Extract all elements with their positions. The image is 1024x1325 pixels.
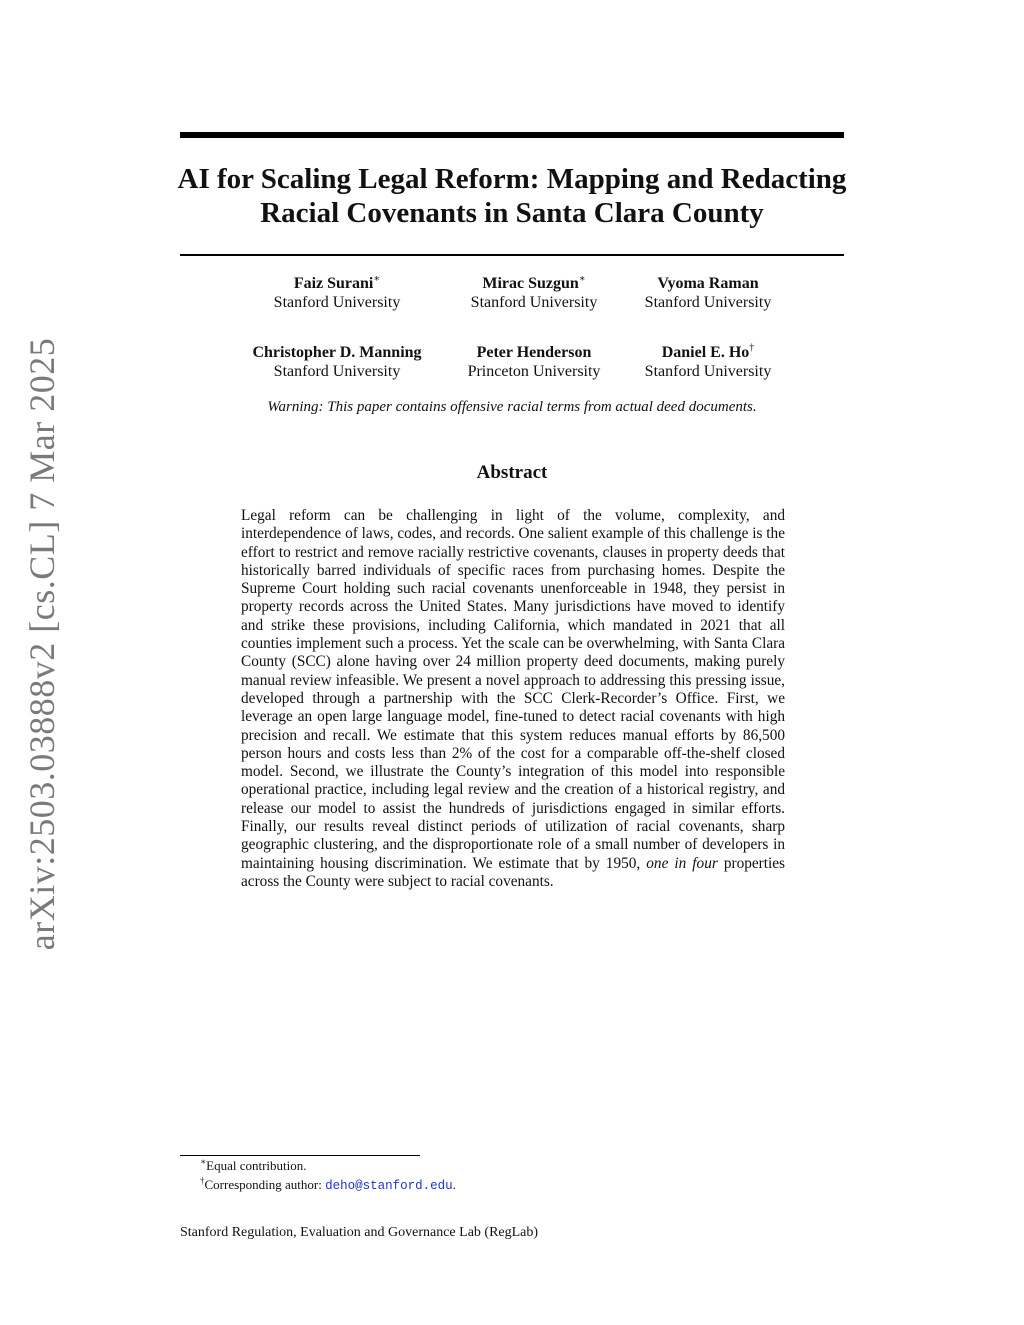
author-name: Faiz Surani: [293, 275, 374, 292]
corresponding-author-mark: †: [749, 342, 755, 354]
footnote-text: Corresponding author:: [204, 1177, 326, 1192]
footnote-mark: †: [200, 1175, 205, 1186]
abstract-text-part: Legal reform can be challenging in light of the volume, complexity, and interdependence of laws, codes, and records. One salient example of this challenge is the effort to restrict and remove racially restrictive covenants, clauses in property deeds that historically barred individuals of specific races from purchasing homes. Despite the Supreme Court holding such racial covenants unenforceable in 1948, they persist in property records across the United States. Many jurisdictions have moved to identify and strike these provisions, including California, which mandated in 2021 that all counties implement such a process. Yet the scale can be overwhelming, with Santa Clara County (SCC) alone having over 24 million property deed documents, making purely manual review infeasible. We present a novel approach to addressing this pressing issue, developed through a partnership with the SCC Clerk-Recorder’s Office. First, we leverage an open large language model, fine-tuned to detect racial covenants with high precision and recall. We estimate that this system reduces manual efforts by 86,500 person hours and costs less than 2% of the cost for a comparable off-the-shelf closed model. Second, we illustrate the County’s integration of this model into responsible operational practice, including legal review and the creation of a historical registry, and release our model to assist the hundreds of jurisdictions engaged in similar efforts. Finally, our results reveal distinct periods of utilization of racial covenants, sharp geographic clustering, and the disproportionate role of a small number of developers in maintaining housing discrimination. We estimate that by 1950,: [241, 507, 785, 872]
author-affiliation: Stanford University: [470, 294, 598, 311]
paper-title: [160, 162, 864, 230]
author-affiliation: Princeton University: [467, 363, 601, 380]
abstract-text: [241, 507, 785, 891]
author-block: [237, 343, 437, 381]
title-line-1: AI for Scaling Legal Reform: Mapping and Redacting: [177, 163, 847, 195]
author-name: Peter Henderson: [476, 344, 592, 361]
footnote-rule: [180, 1155, 420, 1156]
abstract-emphasis: one in four: [646, 854, 718, 872]
footnote-corresponding-author: [200, 1177, 456, 1194]
author-block: [608, 274, 808, 312]
email-link[interactable]: deho@stanford.edu: [325, 1179, 453, 1193]
footnote-text: Equal contribution.: [206, 1158, 307, 1173]
author-affiliation: Stanford University: [273, 294, 401, 311]
footnote-period: .: [452, 1177, 456, 1192]
author-name: Mirac Suzgun: [482, 275, 579, 292]
author-block: [434, 343, 634, 381]
footnote-mark: ∗: [200, 1156, 207, 1167]
lab-affiliation-footer: Stanford Regulation, Evaluation and Governance Lab (RegLab): [180, 1225, 539, 1240]
author-affiliation: Stanford University: [644, 363, 772, 380]
arxiv-identifier: arXiv:2503.03888v2 [cs.CL] 7 Mar 2025: [22, 337, 62, 951]
author-name: Vyoma Raman: [657, 275, 759, 292]
author-name: Christopher D. Manning: [252, 344, 422, 361]
title-top-rule: [180, 132, 844, 138]
abstract-text-part: properties across the County were subject to racial covenants.: [241, 854, 786, 890]
equal-contribution-mark: ∗: [373, 273, 381, 285]
author-name: Daniel E. Ho: [661, 344, 750, 361]
author-affiliation: Stanford University: [273, 363, 401, 380]
author-block: [237, 274, 437, 312]
equal-contribution-mark: ∗: [578, 273, 586, 285]
title-bottom-rule: [180, 254, 844, 256]
author-block: [434, 274, 634, 312]
author-block: [608, 343, 808, 381]
content-warning: Warning: This paper contains offensive racial terms from actual deed documents.: [267, 399, 757, 415]
footnote-equal-contribution: [200, 1158, 307, 1174]
title-line-2: Racial Covenants in Santa Clara County: [260, 197, 764, 229]
author-affiliation: Stanford University: [644, 294, 772, 311]
abstract-heading: Abstract: [476, 462, 548, 483]
